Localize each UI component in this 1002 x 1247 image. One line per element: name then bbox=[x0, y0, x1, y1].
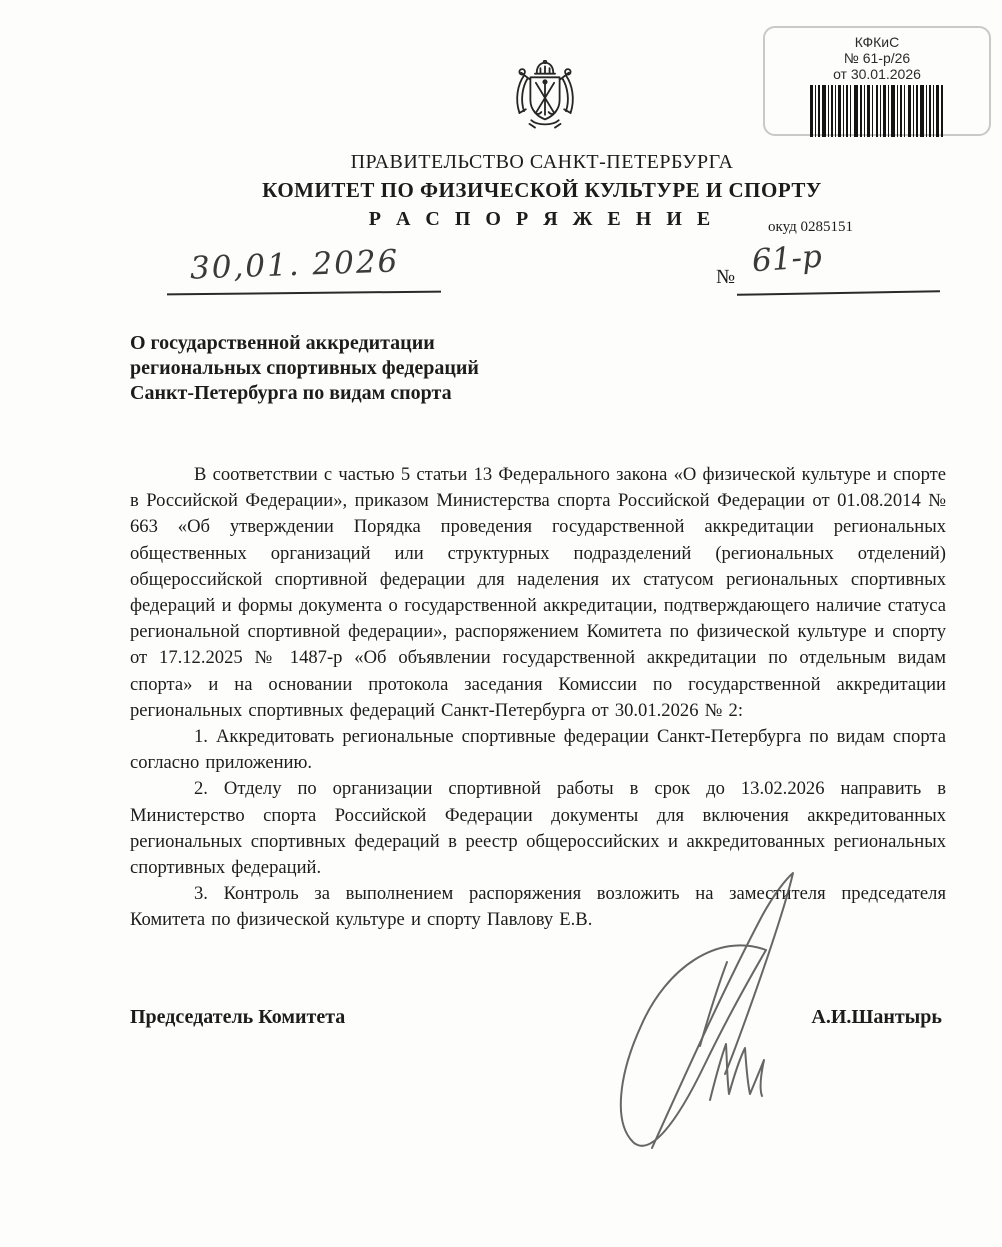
handwritten-date: 30,01. 2026 bbox=[189, 243, 400, 287]
barcode-icon bbox=[810, 85, 944, 137]
document-subject bbox=[130, 331, 650, 406]
document-body bbox=[130, 462, 946, 934]
handwritten-number: 61-р bbox=[750, 238, 823, 280]
signer-position: Председатель Комитета bbox=[130, 1006, 346, 1028]
signing-block bbox=[130, 1006, 942, 1029]
preamble-paragraph: В соответствии с частью 5 статьи 13 Федерального закона «О физической культуре и спорте в Российской Федерации», приказом Министерства спорта Российской Федерации от 01.08.2014 № 663 «Об утверждении Порядка проведения государственной аккредитации региональных общественных организаций или структурных подразделений (региональных отделений) общероссийской спортивной федерации для наделения их статусом региональных спортивных федераций и формы документа о государственной аккредитации, подтверждающего наличие статуса региональной спортивной федерации», распоряжением Комитета по физической культуре и спорту от 17.12.2025 № 1487-р «Об объявлении государственной аккредитации по отдельным видам спорта» и на основании протокола заседания Комиссии по государственной аккредитации региональных спортивных федераций Санкт-Петербурга от 30.01.2026 № 2: bbox=[130, 464, 946, 721]
subject-line: О государственной аккредитации bbox=[130, 332, 435, 354]
committee-title: КОМИТЕТ ПО ФИЗИЧЕСКОЙ КУЛЬТУРЕ И СПОРТУ bbox=[262, 178, 822, 202]
coat-of-arms-icon bbox=[498, 60, 592, 144]
number-underline bbox=[737, 290, 940, 296]
date-underline bbox=[167, 291, 441, 296]
number-sign: № bbox=[716, 266, 736, 288]
stamp-document-number: № 61-р/26 bbox=[843, 50, 911, 66]
document-type-title: Р А С П О Р Я Ж Е Н И Е bbox=[368, 208, 716, 230]
order-item-3: 3. Контроль за выполнением распоряжения возложить на заместителя председателя Комитета по физической культуре и спорту Павлову Е.В. bbox=[130, 883, 946, 931]
subject-line: региональных спортивных федераций bbox=[130, 357, 479, 379]
registration-stamp bbox=[763, 26, 991, 136]
government-title: ПРАВИТЕЛЬСТВО САНКТ-ПЕТЕРБУРГА bbox=[350, 151, 734, 173]
stamp-org-abbreviation: КФКиС bbox=[854, 34, 900, 50]
order-item-2: 2. Отделу по организации спортивной работы в срок до 13.02.2026 направить в Министерство спорта Российской Федерации документы для включения аккредитованных региональных спортивных федераций в реестр общероссийских и аккредитованных региональных спортивных федераций. bbox=[130, 778, 946, 879]
subject-line: Санкт-Петербурга по видам спорта bbox=[130, 382, 452, 404]
signer-name: А.И.Шантырь bbox=[811, 1006, 942, 1028]
okud-code: окуд 0285151 bbox=[768, 219, 854, 235]
stamp-document-date: от 30.01.2026 bbox=[833, 66, 921, 82]
order-item-1: 1. Аккредитовать региональные спортивные федерации Санкт-Петербурга по видам спорта согласно приложению. bbox=[130, 726, 946, 774]
